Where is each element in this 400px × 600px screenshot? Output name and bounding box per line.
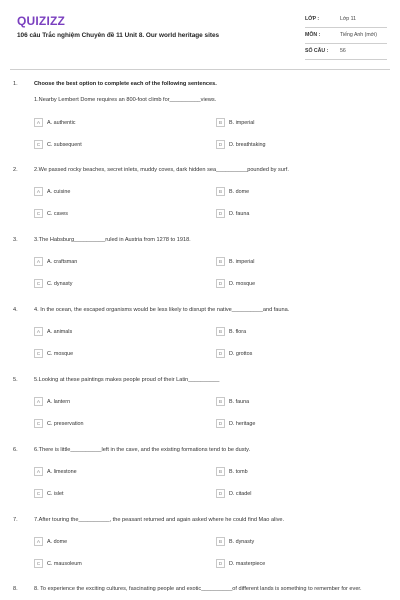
header-divider bbox=[10, 69, 390, 70]
meta-key: SỐ CÂU : bbox=[305, 48, 329, 54]
worksheet-header bbox=[0, 0, 400, 70]
option-letter-box: B bbox=[216, 118, 225, 127]
meta-subject bbox=[305, 28, 387, 44]
option-letter-box: A bbox=[34, 118, 43, 127]
meta-class bbox=[305, 12, 387, 28]
option-text: D. mosque bbox=[229, 280, 256, 287]
question-number: 5. bbox=[13, 377, 18, 383]
question-text: 4. In the ocean, the escaped organisms would be less likely to disrupt the native__________and fauna. bbox=[34, 307, 290, 313]
option-text: B. fauna bbox=[229, 398, 250, 405]
option-text: B. dome bbox=[229, 188, 250, 195]
question-text: 7.After touring the__________, the peasant returned and again asked where he could find Mao alive. bbox=[34, 517, 285, 523]
option-letter-box: A bbox=[34, 397, 43, 406]
option-letter-box: C bbox=[34, 559, 43, 568]
question-number: 8. bbox=[13, 586, 18, 592]
question-text: 5.Looking at these paintings makes people proud of their Latin__________ bbox=[34, 377, 220, 383]
question-text: 8. To experience the exciting cultures, fascinating people and exotic__________of different lands is something to remember for ever. bbox=[34, 586, 362, 592]
question-text: 1.Nearby Lembert Dome requires an 800-foot climb for__________views. bbox=[34, 97, 217, 103]
question-number: 3. bbox=[13, 237, 18, 243]
option-letter-box: D bbox=[216, 349, 225, 358]
option-letter-box: B bbox=[216, 397, 225, 406]
option-letter-box: C bbox=[34, 140, 43, 149]
option-text: C. mosque bbox=[47, 350, 74, 357]
option-letter-box: A bbox=[34, 327, 43, 336]
option-letter-box: C bbox=[34, 419, 43, 428]
option-text: D. heritage bbox=[229, 420, 256, 427]
option-text: A. cuisine bbox=[47, 188, 71, 195]
option-letter-box: B bbox=[216, 467, 225, 476]
option-letter-box: B bbox=[216, 537, 225, 546]
option-letter-box: A bbox=[34, 257, 43, 266]
question-text: 3.The Habsburg__________ruled in Austria from 1278 to 1918. bbox=[34, 237, 191, 243]
question-text: 6.There is little__________left in the cave, and the existing formations tend to be dusty. bbox=[34, 447, 251, 453]
worksheet-meta bbox=[305, 12, 387, 60]
option-text: C. dynasty bbox=[47, 280, 73, 287]
worksheet-title: 106 câu Trắc nghiệm Chuyên đề 11 Unit 8. Our world heritage sites bbox=[17, 32, 220, 39]
option-text: A. craftsman bbox=[47, 258, 78, 265]
option-text: A. authentic bbox=[47, 119, 76, 126]
option-text: C. preservation bbox=[47, 420, 84, 427]
meta-value: Lớp 11 bbox=[340, 16, 356, 22]
option-text: D. fauna bbox=[229, 210, 250, 217]
question-number: 1. bbox=[13, 81, 18, 87]
option-text: A. limestone bbox=[47, 468, 77, 475]
option-letter-box: A bbox=[34, 537, 43, 546]
option-text: A. animals bbox=[47, 328, 73, 335]
option-letter-box: C bbox=[34, 489, 43, 498]
option-letter-box: A bbox=[34, 187, 43, 196]
question-text: 2.We passed rocky beaches, secret inlets, muddy coves, dark hidden sea__________pounded by surf. bbox=[34, 167, 289, 173]
question-number: 4. bbox=[13, 307, 18, 313]
option-text: B. dynasty bbox=[229, 538, 255, 545]
meta-key: MÔN : bbox=[305, 32, 321, 38]
option-letter-box: D bbox=[216, 279, 225, 288]
option-text: D. breathtaking bbox=[229, 141, 266, 148]
question-instruction: Choose the best option to complete each of the following sentences. bbox=[34, 81, 217, 87]
option-text: D. masterpiece bbox=[229, 560, 266, 567]
option-text: B. imperial bbox=[229, 258, 255, 265]
option-text: C. subsequent bbox=[47, 141, 82, 148]
option-letter-box: D bbox=[216, 489, 225, 498]
option-text: C. caves bbox=[47, 210, 68, 217]
option-letter-box: C bbox=[34, 349, 43, 358]
option-text: D. citadel bbox=[229, 490, 252, 497]
option-letter-box: C bbox=[34, 279, 43, 288]
option-text: A. dome bbox=[47, 538, 68, 545]
question-number: 2. bbox=[13, 167, 18, 173]
quizizz-logo: QUIZIZZ bbox=[17, 14, 66, 28]
option-text: B. tomb bbox=[229, 468, 248, 475]
meta-question-count bbox=[305, 44, 387, 60]
option-letter-box: B bbox=[216, 327, 225, 336]
option-letter-box: D bbox=[216, 209, 225, 218]
option-letter-box: D bbox=[216, 140, 225, 149]
option-text: B. imperial bbox=[229, 119, 255, 126]
option-letter-box: D bbox=[216, 419, 225, 428]
meta-key: LỚP : bbox=[305, 16, 320, 22]
option-text: D. grottos bbox=[229, 350, 253, 357]
option-text: A. lantern bbox=[47, 398, 71, 405]
option-text: C. mausoleum bbox=[47, 560, 82, 567]
option-letter-box: A bbox=[34, 467, 43, 476]
option-letter-box: D bbox=[216, 559, 225, 568]
option-letter-box: C bbox=[34, 209, 43, 218]
option-text: B. flora bbox=[229, 328, 247, 335]
option-letter-box: B bbox=[216, 187, 225, 196]
option-letter-box: B bbox=[216, 257, 225, 266]
meta-value: Tiếng Anh (mới) bbox=[340, 32, 377, 38]
option-text: C. islet bbox=[47, 490, 64, 497]
question-number: 7. bbox=[13, 517, 18, 523]
question-number: 6. bbox=[13, 447, 18, 453]
meta-value: 56 bbox=[340, 48, 346, 54]
